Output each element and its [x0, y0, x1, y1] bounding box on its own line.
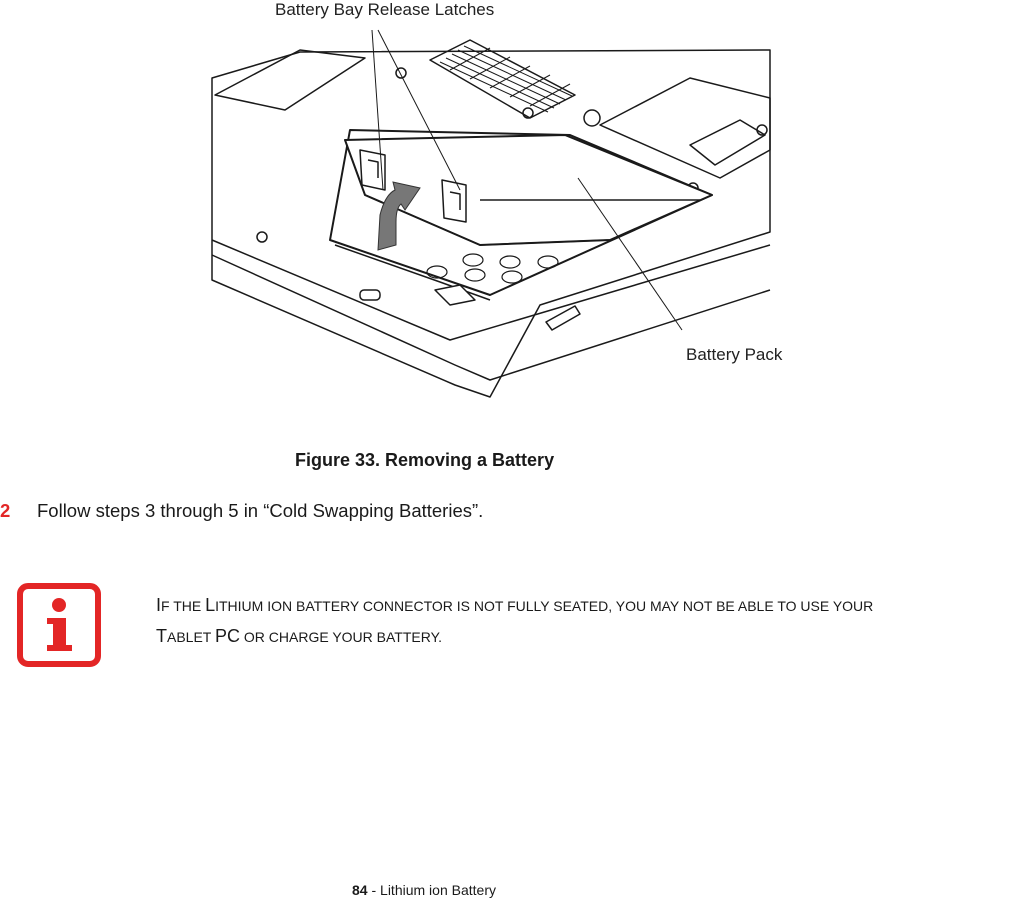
- note-segment: ABLET: [167, 629, 215, 645]
- step-text: Follow steps 3 through 5 in “Cold Swapping Batteries”.: [37, 500, 484, 521]
- info-icon: [17, 583, 101, 667]
- footer-separator: -: [367, 882, 381, 898]
- caution-note-text: [156, 590, 1031, 652]
- note-segment: F THE: [161, 598, 206, 614]
- note-segment: PC: [215, 626, 241, 646]
- note-segment: L: [205, 595, 216, 615]
- figure-caption: Figure 33. Removing a Battery: [295, 450, 555, 470]
- step-number: 2: [0, 500, 11, 521]
- footer-title: Lithium ion Battery: [380, 882, 496, 898]
- callout-battery-pack: Battery Pack: [686, 345, 783, 364]
- note-segment: OR CHARGE YOUR BATTERY.: [240, 629, 443, 645]
- page-footer: [352, 882, 496, 898]
- note-segment: ITHIUM ION BATTERY CONNECTOR IS NOT FULLY SEATED, YOU MAY NOT BE ABLE TO USE YOUR: [215, 598, 874, 614]
- note-segment: T: [156, 626, 167, 646]
- note-segment: I: [156, 595, 162, 615]
- page-number: 84: [352, 882, 368, 898]
- callout-battery-bay-release-latches: Battery Bay Release Latches: [275, 0, 495, 19]
